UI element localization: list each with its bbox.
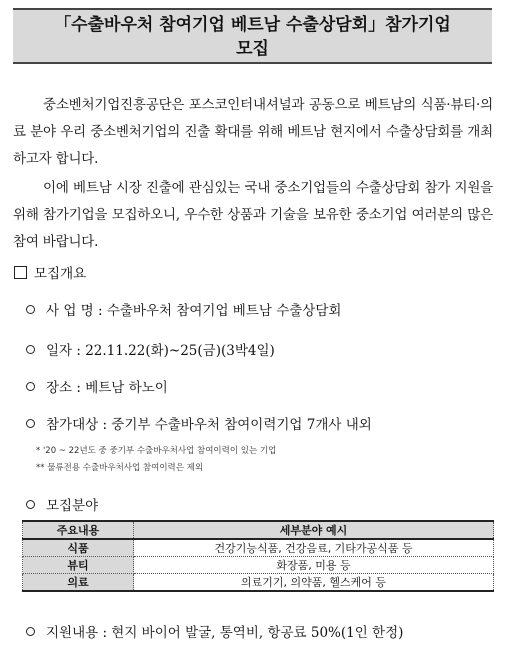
title-line-2: 모집 <box>236 39 269 59</box>
title-banner <box>13 8 492 64</box>
intro-paragraph-2-text: 이에 베트남 시장 진출에 관심있는 국내 중소기업들의 수출상담회 참가 지원을 위해 참가기업을 모집하오니, 우수한 상품과 기술을 보유한 중소기업 여러분의 많은 참여 바랍니다. <box>13 180 493 250</box>
fields-table <box>22 520 494 592</box>
checkbox-square-icon <box>14 266 27 279</box>
table-row <box>23 539 494 557</box>
table-header-row <box>23 521 494 539</box>
table-category-cell: 식품 <box>23 539 134 557</box>
table-row <box>23 557 494 574</box>
item-support-text: 지원내용 : 현지 바이어 발굴, 통역비, 항공료 50%(1인 한정) <box>46 625 404 641</box>
section-heading <box>14 262 86 282</box>
circle-bullet-icon <box>26 382 35 391</box>
footnote-1: * '20 ~ 22년도 중 중기부 수출바우처사업 참여이력이 있는 기업 <box>36 446 277 456</box>
item-target-text: 참가대상 : 중기부 수출바우처 참여이력기업 7개사 내외 <box>46 417 372 433</box>
item-date-text: 일자 : 22.11.22(화)~25(금)(3박4일) <box>46 343 275 359</box>
circle-bullet-icon <box>26 500 35 509</box>
title-line-1: 「수출바우처 참여기업 베트남 수출상담회」참가기업 <box>54 15 451 35</box>
item-date <box>26 339 275 359</box>
table-detail-cell: 화장품, 미용 등 <box>134 557 494 574</box>
table-detail-cell: 의료기기, 의약품, 헬스케어 등 <box>134 574 494 592</box>
item-place-text: 장소 : 베트남 하노이 <box>46 380 168 396</box>
item-fields-text: 모집분야 <box>46 498 99 514</box>
item-business-name-text: 사 업 명 : 수출바우처 참여기업 베트남 수출상담회 <box>46 303 342 319</box>
item-place <box>26 376 168 396</box>
table-row <box>23 574 494 592</box>
item-business-name <box>26 299 341 319</box>
circle-bullet-icon <box>26 305 35 314</box>
item-support <box>26 621 403 641</box>
section-title: 모집개요 <box>34 266 87 282</box>
circle-bullet-icon <box>26 627 35 636</box>
item-fields <box>26 494 98 514</box>
circle-bullet-icon <box>26 419 35 428</box>
item-target <box>26 413 372 433</box>
table-category-cell: 뷰티 <box>23 557 134 574</box>
intro-paragraph-1 <box>13 92 493 173</box>
intro-paragraph-1-text: 중소벤처기업진흥공단은 포스코인터내셔널과 공동으로 베트남의 식품·뷰티·의료 분야 우리 중소벤처기업의 진출 확대를 위해 베트남 현지에서 수출상담회를 개최하고자 합니다. <box>13 97 493 167</box>
intro-paragraph-2 <box>13 175 493 256</box>
circle-bullet-icon <box>26 345 35 354</box>
table-header-cell: 세부분야 예시 <box>134 521 494 539</box>
table-category-cell: 의료 <box>23 574 134 592</box>
table-header-cell: 주요내용 <box>23 521 134 539</box>
table-detail-cell: 건강기능식품, 건강음료, 기타가공식품 등 <box>134 539 494 557</box>
footnote-2: ** 물류전용 수출바우처사업 참여이력은 제외 <box>36 463 204 473</box>
